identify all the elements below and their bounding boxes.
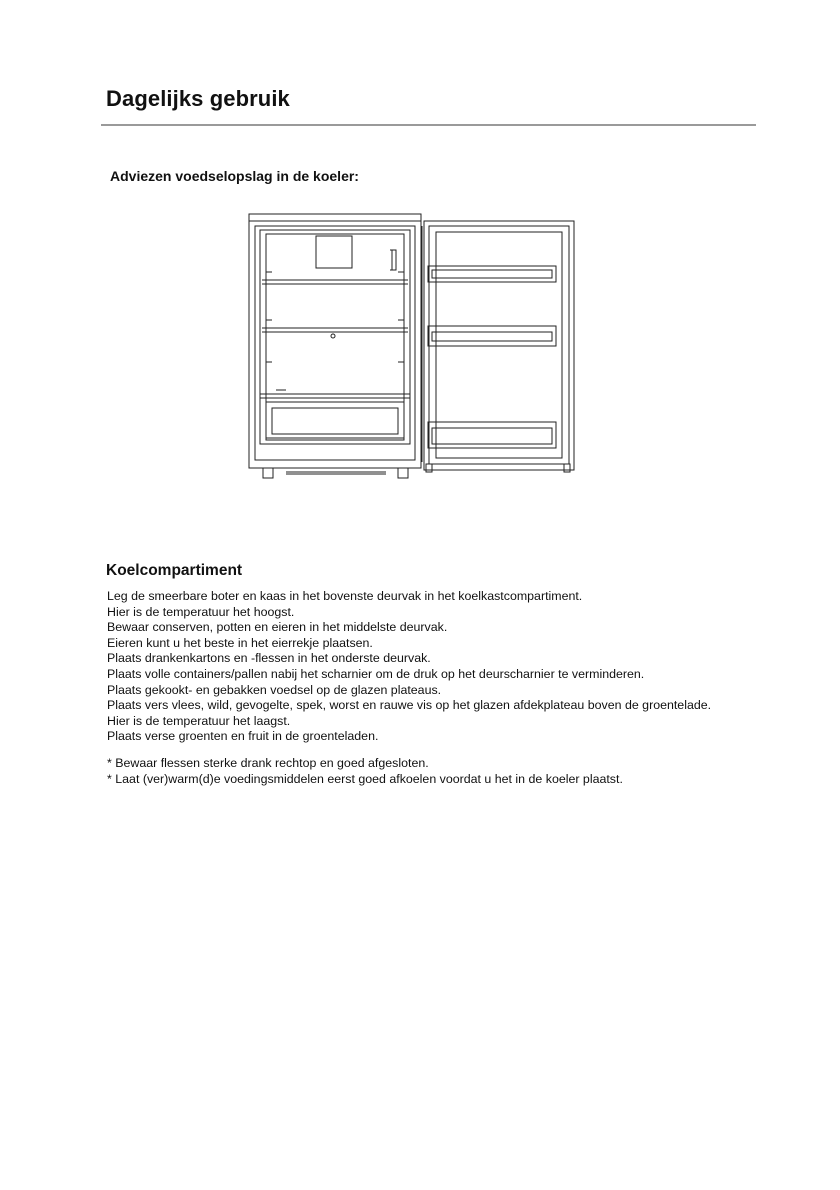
door-bin-middle [428,326,556,346]
fridge-door [422,221,574,472]
crisper-drawer [266,402,404,440]
door-bin-top [428,266,556,282]
glass-shelf [262,280,408,284]
list-item: Plaats vers vlees, wild, gevogelte, spek, worst en rauwe vis op het glazen afdekplateau boven de groentelade. [107,698,712,713]
list-item: Leg de smeerbare boter en kaas in het bovenste deurvak in het koelkastcompartiment. [107,589,583,603]
storage-advice-heading: Adviezen voedselopslag in de koeler: [110,168,359,184]
glass-shelf [262,328,408,332]
door-bin-bottom [428,422,556,448]
note-item: * Laat (ver)warm(d)e voedingsmiddelen eerst goed afkoelen voordat u het in de koeler plaatst. [107,771,623,786]
note-item: * Bewaar flessen sterke drank rechtop en goed afgesloten. [107,756,429,770]
section-heading-cooling-compartment: Koelcompartiment [106,562,243,579]
title-divider [101,124,756,126]
list-item: Hier is de temperatuur het hoogst. [107,604,295,619]
list-item: Plaats gekookt- en gebakken voedsel op de glazen plateaus. [107,682,442,697]
fridge-illustration [246,212,578,480]
list-item: Hier is de temperatuur het laagst. [107,713,291,728]
list-item: Plaats volle containers/pallen nabij het scharnier om de druk op het deurscharnier te verminderen. [107,666,645,681]
list-item: Plaats drankenkartons en -flessen in het onderste deurvak. [107,651,431,666]
page-title: Dagelijks gebruik [106,86,290,111]
crisper-cover [260,390,410,398]
notes-list [107,756,623,787]
list-item: Bewaar conserven, potten en eieren in het middelste deurvak. [107,620,448,635]
list-item: Plaats verse groenten en fruit in de groenteladen. [107,729,379,744]
list-item: Eieren kunt u het beste in het eierrekje plaatsen. [107,635,373,650]
advice-list [107,589,711,745]
fridge-cabinet [249,214,421,478]
